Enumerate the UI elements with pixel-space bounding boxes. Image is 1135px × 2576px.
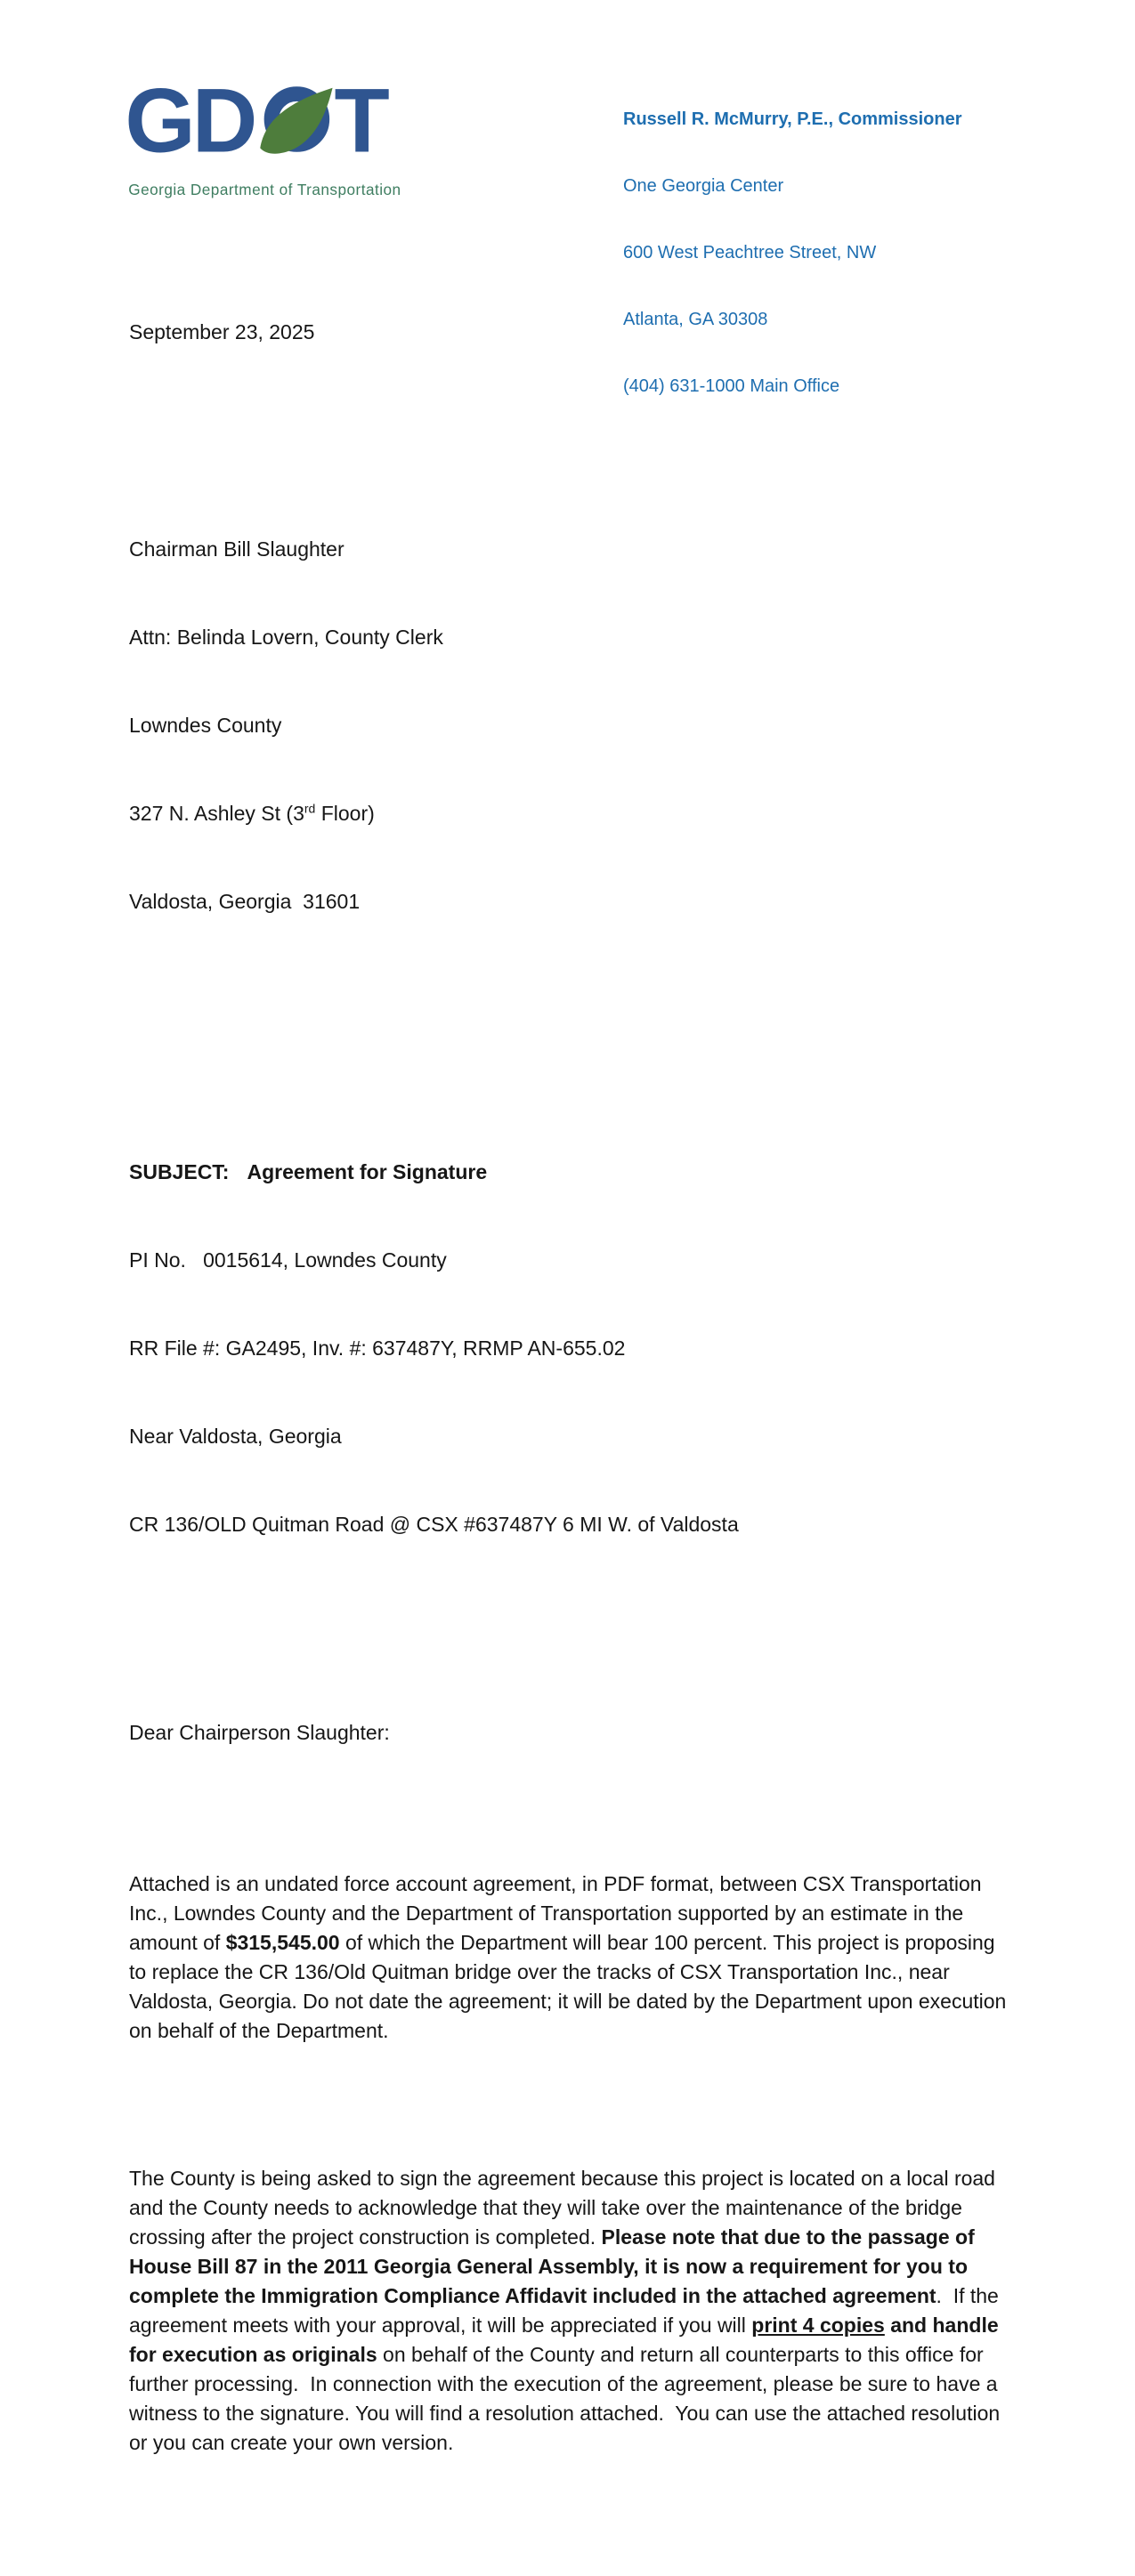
recipient-street-line	[129, 799, 1012, 828]
text-segment: The County is being asked to sign the agreement because this project is located on a local road and the County needs to acknowledge that they will take over the maintenance of the bridge crossing after the project construction is completed.	[129, 2167, 1001, 2249]
recipient-line: Chairman Bill Slaughter	[129, 537, 345, 561]
letter-date: September 23, 2025	[129, 320, 315, 343]
subject-label: SUBJECT:	[129, 1160, 230, 1183]
subject-heading	[129, 1158, 1012, 1187]
gdot-logo-icon	[125, 69, 415, 206]
letterhead-address-line: Atlanta, GA 30308	[623, 310, 768, 329]
gdot-logo	[125, 69, 415, 210]
recipient-line: Attn: Belinda Lovern, County Clerk	[129, 626, 443, 649]
street-ordinal-superscript: rd	[304, 801, 316, 816]
logo-tagline: Georgia Department of Transportation	[128, 181, 401, 199]
text-segment: Attached is an undated force account agreement, in PDF format, between CSX Transportation Inc., Lowndes County and the Department of Transportation supported by an estimate in the amount of	[129, 1872, 987, 1954]
logo-letter-t: T	[334, 69, 390, 172]
text-segment: of which the Department will bear 100 percent. This project is proposing to replace the CR 136/Old Quitman bridge over the tracks of CSX Transportation Inc., near Valdosta, Georgia. Do not date the agreement; it will be dated by the Department upon execution on behalf of the Department.	[129, 1931, 1012, 2042]
subject-title: Agreement for Signature	[247, 1160, 488, 1183]
subject-line-location: Near Valdosta, Georgia	[129, 1425, 342, 1448]
street-text: 327 N. Ashley St (3	[129, 802, 304, 825]
recipient-address-block	[129, 476, 1012, 975]
subject-line-rr-file: RR File #: GA2495, Inv. #: 637487Y, RRMP AN-655.02	[129, 1336, 626, 1360]
salutation: Dear Chairperson Slaughter:	[129, 1721, 390, 1744]
subject-line-pi-number: PI No. 0015614, Lowndes County	[129, 1248, 447, 1272]
logo-letters-gd: GD	[125, 69, 255, 172]
body-paragraph	[129, 2164, 1012, 2458]
subject-block	[129, 1099, 1012, 1598]
street-text: Floor)	[315, 802, 375, 825]
text-segment: . If the agreement meets with your approval, it will be appreciated if you will	[129, 2284, 1005, 2337]
text-segment: Please note that due to the passage of House Bill 87 in the 2011 Georgia General Assembly, it is now a requirement for you to complete the Immigration Compliance Affidavit included in the attached agreement	[129, 2225, 981, 2307]
text-segment: on behalf of the County and return all counterparts to this office for further processing. In connection with the execution of the agreement, please be sure to have a witness to the signature. You will find a resolution attached. You can use the attached resolution or you can create your own version.	[129, 2343, 1006, 2454]
recipient-line: Lowndes County	[129, 714, 282, 737]
recipient-city-line: Valdosta, Georgia 31601	[129, 890, 361, 913]
subject-line-crossing: CR 136/OLD Quitman Road @ CSX #637487Y 6 MI W. of Valdosta	[129, 1513, 739, 1536]
body-paragraph	[129, 1869, 1012, 2046]
letter-content	[129, 230, 1012, 2576]
letterhead-address-line: One Georgia Center	[623, 176, 784, 196]
text-segment: print 4 copies	[751, 2314, 885, 2337]
text-segment: and handle for execution as originals	[129, 2314, 1005, 2366]
commissioner-name: Russell R. McMurry, P.E., Commissioner	[623, 109, 962, 129]
text-segment: $315,545.00	[225, 1931, 340, 1954]
letterhead-phone-line: (404) 631-1000 Main Office	[623, 376, 840, 396]
letterhead-address-line: 600 West Peachtree Street, NW	[623, 243, 877, 262]
